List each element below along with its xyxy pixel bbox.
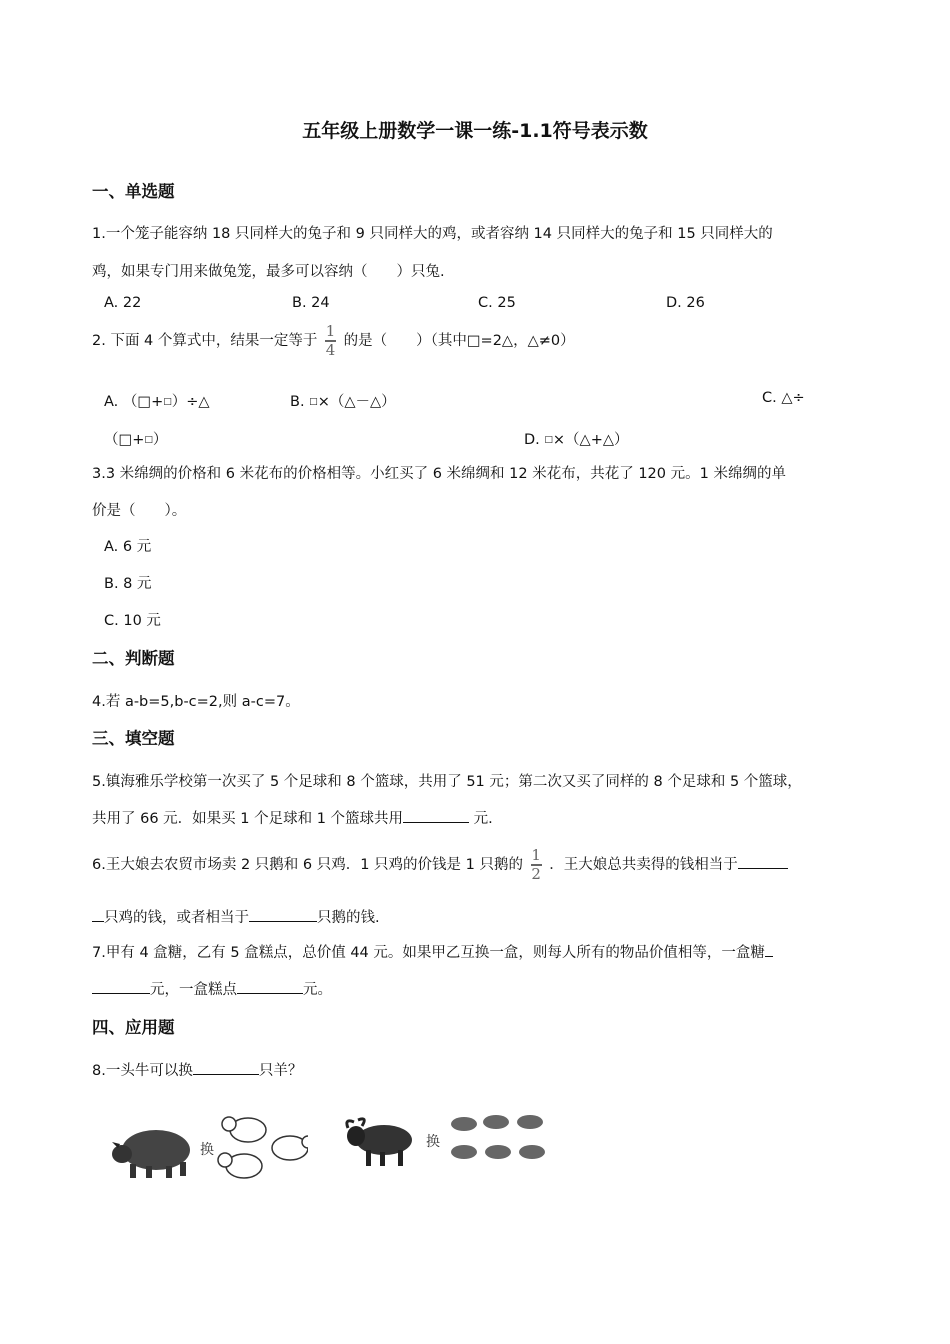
pig-icon xyxy=(112,1130,190,1178)
question-8-text-2: 只羊？ xyxy=(258,1063,303,1079)
question-6-line-2 xyxy=(92,906,380,927)
question-6-text: 6.王大娘去农贸市场卖 2 只鹅和 6 只鸡．1 只鸡的价钱是 1 只鹅的 xyxy=(92,856,523,873)
fraction-denominator: 4 xyxy=(325,340,336,359)
answer-blank[interactable] xyxy=(249,907,317,922)
question-6-text-3: 只鹅的钱. xyxy=(317,910,380,926)
question-5-line-1: 5.镇海雅乐学校第一次买了 5 个足球和 8 个篮球，共用了 51 元；第二次又买了同样的 8 个足球和 5 个篮球， xyxy=(92,774,802,790)
question-2-stem xyxy=(92,324,575,358)
question-7-line-1 xyxy=(92,941,773,962)
question-1-line-2: 鸡，如果专门用来做兔笼，最多可以容纳（ ）只兔. xyxy=(92,264,445,280)
section-heading-true-false: 二、判断题 xyxy=(92,649,175,668)
fraction-numerator: 1 xyxy=(325,322,336,340)
question-1-line-1: 1.一个笼子能容纳 18 只同样大的兔子和 9 只同样大的鸡，或者容纳 14 只同样大的兔子和 15 只同样大的 xyxy=(92,226,773,242)
fraction-numerator: 1 xyxy=(531,846,541,864)
answer-blank[interactable] xyxy=(237,979,303,994)
question-1-option-b[interactable]: B. 24 xyxy=(292,295,330,311)
answer-blank[interactable] xyxy=(738,854,788,869)
option-c-continued-text: （□+ xyxy=(104,432,145,448)
answer-blank[interactable] xyxy=(403,808,469,823)
question-2-option-c-continued xyxy=(104,428,167,449)
question-7-text-2: 元，一盒糕点 xyxy=(150,982,237,998)
option-b-text: B. xyxy=(290,394,305,410)
option-d-text: D. xyxy=(524,432,540,448)
pig-sheep-exchange-image xyxy=(108,1108,308,1188)
section-heading-fill-in: 三、填空题 xyxy=(92,729,175,748)
question-5-text: 共用了 66 元．如果买 1 个足球和 1 个篮球共用 xyxy=(92,811,404,827)
fraction-denominator: 2 xyxy=(531,864,541,883)
question-1-option-c[interactable]: C. 25 xyxy=(478,295,516,311)
question-3-option-c[interactable]: C. 10 元 xyxy=(104,613,161,629)
question-2-option-c[interactable]: C. △÷ xyxy=(762,390,805,406)
question-2-option-d[interactable] xyxy=(524,428,629,449)
question-5-unit: 元. xyxy=(469,811,493,827)
section-heading-single-choice: 一、单选题 xyxy=(92,182,175,201)
question-7-text-3: 元。 xyxy=(303,982,332,998)
question-2-option-b[interactable] xyxy=(290,390,396,411)
question-3-line-2: 价是（ ）。 xyxy=(92,503,187,519)
question-3-option-b[interactable]: B. 8 元 xyxy=(104,576,152,592)
option-c-continued-tail: ） xyxy=(152,432,168,448)
small-pig-icons xyxy=(451,1115,545,1159)
question-6-text-cont: ．王大娘总共卖得的钱相当于 xyxy=(549,856,738,873)
option-d-tail: ×（△+△） xyxy=(552,432,629,448)
small-square-icon: □ xyxy=(144,435,153,445)
option-a-text: A. （□+ xyxy=(104,394,164,410)
question-1-option-d[interactable]: D. 26 xyxy=(666,295,705,311)
question-4: 4.若 a-b=5,b-c=2,则 a-c=7。 xyxy=(92,694,300,710)
question-7-text: 7.甲有 4 盒糖，乙有 5 盒糕点，总价值 44 元。如果甲乙互换一盒，则每人所有的物品价值相等，一盒糖 xyxy=(92,945,765,961)
answer-blank-cont[interactable] xyxy=(92,979,150,994)
option-b-tail: ×（△－△） xyxy=(317,394,396,410)
fraction-one-half xyxy=(531,848,542,882)
exchange-label: 换 xyxy=(200,1142,214,1158)
question-2-option-a[interactable] xyxy=(104,390,210,411)
question-6-text-2: 只鸡的钱，或者相当于 xyxy=(104,910,249,926)
ox-icon xyxy=(347,1119,412,1166)
small-square-icon: □ xyxy=(544,435,553,445)
question-2-prefix: 2. 下面 4 个算式中，结果一定等于 xyxy=(92,332,318,349)
ox-pig-exchange-image xyxy=(344,1108,554,1178)
answer-blank[interactable] xyxy=(193,1060,259,1075)
question-1-option-a[interactable]: A. 22 xyxy=(104,295,142,311)
question-2-suffix: 的是（ ）（其中□=2△，△≠0） xyxy=(343,332,575,349)
exchange-label-2: 换 xyxy=(426,1134,440,1150)
answer-blank-cont[interactable] xyxy=(92,907,104,922)
fraction-one-quarter xyxy=(325,324,336,358)
small-square-icon: □ xyxy=(163,397,172,407)
question-8-text: 8.一头牛可以换 xyxy=(92,1063,193,1079)
sheep-icon xyxy=(218,1117,308,1178)
small-square-icon: □ xyxy=(309,397,318,407)
question-5-line-2 xyxy=(92,807,493,828)
question-3-line-1: 3.3 米绵绸的价格和 6 米花布的价格相等。小红买了 6 米绵绸和 12 米花布，共花了 120 元。1 米绵绸的单 xyxy=(92,466,786,482)
option-a-tail: ）÷△ xyxy=(171,394,210,410)
question-7-line-2 xyxy=(92,978,332,999)
question-8 xyxy=(92,1059,302,1080)
question-3-option-a[interactable]: A. 6 元 xyxy=(104,539,152,555)
section-heading-application: 四、应用题 xyxy=(92,1018,175,1037)
answer-blank[interactable] xyxy=(765,942,773,957)
question-6-line-1 xyxy=(92,848,788,882)
page-title: 五年级上册数学一课一练-1.1符号表示数 xyxy=(302,120,648,142)
